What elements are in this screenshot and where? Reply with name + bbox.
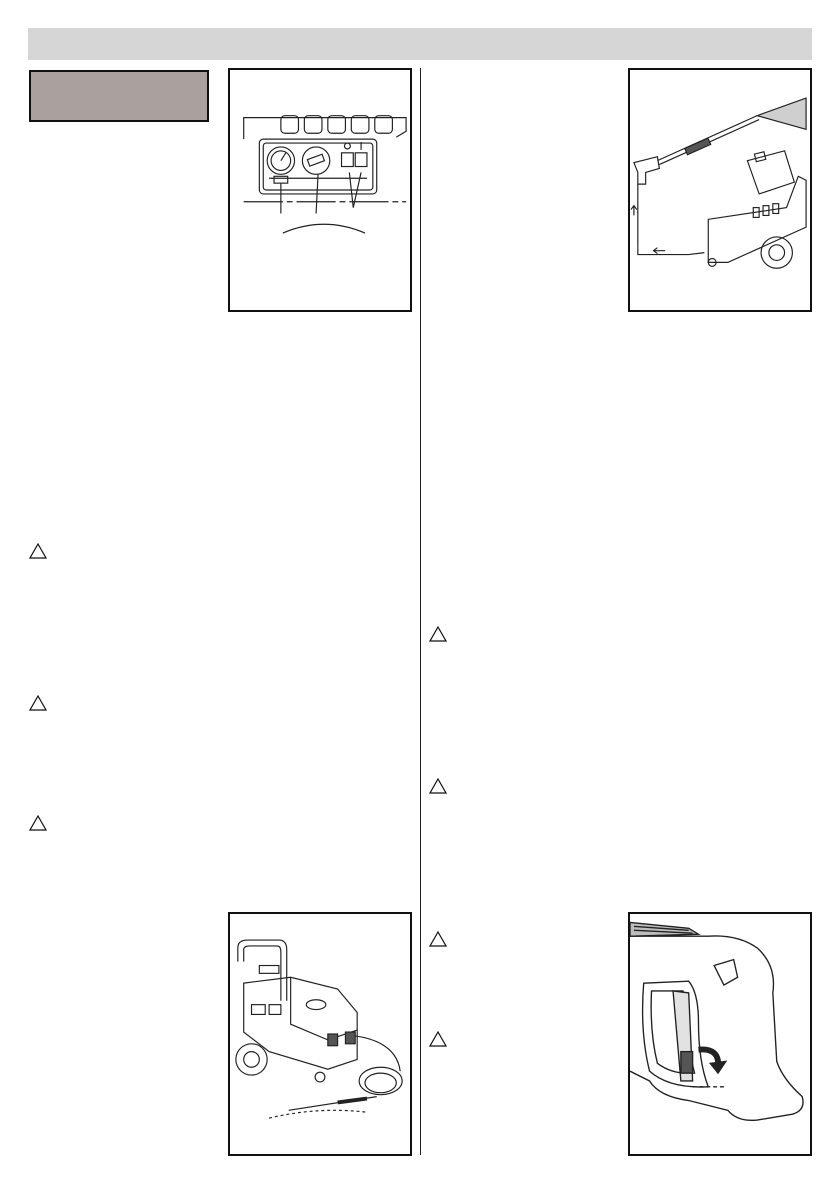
warning-triangle-icon [29, 815, 47, 831]
warning-triangle-icon [429, 1031, 447, 1047]
warning-triangle-icon [429, 778, 447, 794]
pressure-washer-illustration [228, 912, 412, 1156]
warning-triangle-icon [429, 931, 447, 947]
header-band [28, 28, 812, 60]
spray-gun-illustration [628, 912, 812, 1156]
section-title-box [29, 70, 209, 122]
warning-triangle-icon [29, 543, 47, 559]
column-divider [420, 68, 421, 1155]
control-panel-illustration [228, 68, 412, 312]
warning-triangle-icon [429, 626, 447, 642]
warning-triangle-icon [29, 695, 47, 711]
spray-setup-illustration [628, 68, 812, 312]
